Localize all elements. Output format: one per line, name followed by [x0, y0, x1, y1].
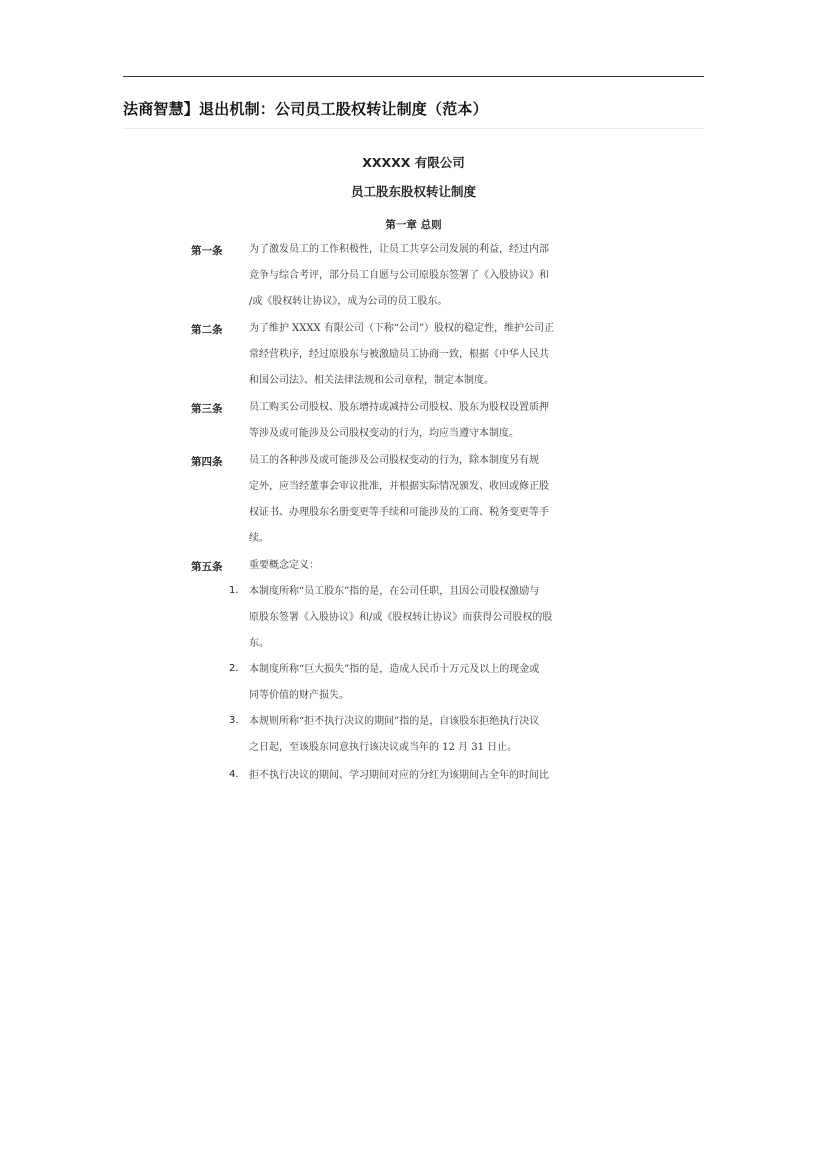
- article-line: 权证书、办理股东名册变更等手续和可能涉及的工商、税务变更等手: [249, 507, 549, 518]
- article-line: 竞争与综合考评，部分员工自愿与公司原股东签署了《入股协议》和: [249, 270, 549, 281]
- definition-number: 1.: [229, 585, 239, 596]
- article-line: 和国公司法》、相关法律法规和公司章程，制定本制度。: [249, 375, 494, 386]
- article-label: 第二条: [191, 324, 223, 336]
- article-body: [249, 553, 589, 579]
- definition-line: 本规则所称“拒不执行决议的期间”指的是，自该股东拒绝执行决议: [249, 716, 540, 727]
- definition-body: [249, 763, 589, 789]
- definition-number: 2.: [229, 663, 239, 674]
- article-line: /或《股权转让协议》，成为公司的员工股东。: [249, 296, 448, 307]
- article-line: 为了维护 XXXX 有限公司（下称“公司”）股权的稳定性，维护公司正: [249, 323, 555, 334]
- definition-body: [249, 657, 589, 709]
- article-title: 法商智慧】退出机制：公司员工股权转让制度（范本）: [123, 100, 488, 118]
- definition-number: 4.: [229, 769, 239, 780]
- article-body: [249, 448, 589, 552]
- definition-line: 本制度所称“员工股东”指的是，在公司任职，且因公司股权激励与: [249, 586, 540, 597]
- definition-body: [249, 579, 589, 657]
- article-label: 第五条: [191, 561, 223, 573]
- article-label: 第四条: [191, 456, 223, 468]
- article-label: 第一条: [191, 245, 223, 257]
- article-body: [249, 395, 589, 447]
- article-body: [249, 316, 589, 394]
- definition-line: 之日起，至该股东同意执行该决议或当年的 12 月 31 日止。: [249, 742, 518, 753]
- article-body: [249, 237, 589, 315]
- company-name: XXXXX 有限公司: [362, 155, 465, 170]
- article-line: 常经营秩序，经过原股东与被激励员工协商一致，根据《中华人民共: [249, 349, 549, 360]
- article-line: 定外，应当经董事会审议批准，并根据实际情况颁发、收回或修正股: [249, 481, 549, 492]
- article-line: 员工的各种涉及或可能涉及公司股权变动的行为，除本制度另有规: [249, 455, 539, 466]
- definition-line: 拒不执行决议的期间、学习期间对应的分红为该期间占全年的时间比: [249, 770, 549, 781]
- definition-line: 同等价值的财产损失。: [249, 690, 349, 701]
- chapter-heading: 第一章 总则: [385, 219, 442, 231]
- definition-line: 东。: [249, 638, 269, 649]
- article-line: 等涉及或可能涉及公司股权变动的行为，均应当遵守本制度。: [249, 428, 519, 439]
- definition-line: 本制度所称“巨大损失”指的是，造成人民币十万元及以上的现金或: [249, 664, 540, 675]
- definition-body: [249, 709, 589, 761]
- definition-line: 原股东签署《入股协议》和/或《股权转让协议》而获得公司股权的股: [249, 612, 553, 623]
- article-label: 第三条: [191, 403, 223, 415]
- policy-title: 员工股东股权转让制度: [350, 184, 476, 199]
- article-line: 重要概念定义：: [249, 560, 319, 571]
- definition-number: 3.: [229, 715, 239, 726]
- article-line: 员工购买公司股权、股东增持或减持公司股权、股东为股权设置质押: [249, 402, 549, 413]
- article-line: 为了激发员工的工作积极性，让员工共享公司发展的利益，经过内部: [249, 244, 549, 255]
- article-line: 续。: [249, 533, 269, 544]
